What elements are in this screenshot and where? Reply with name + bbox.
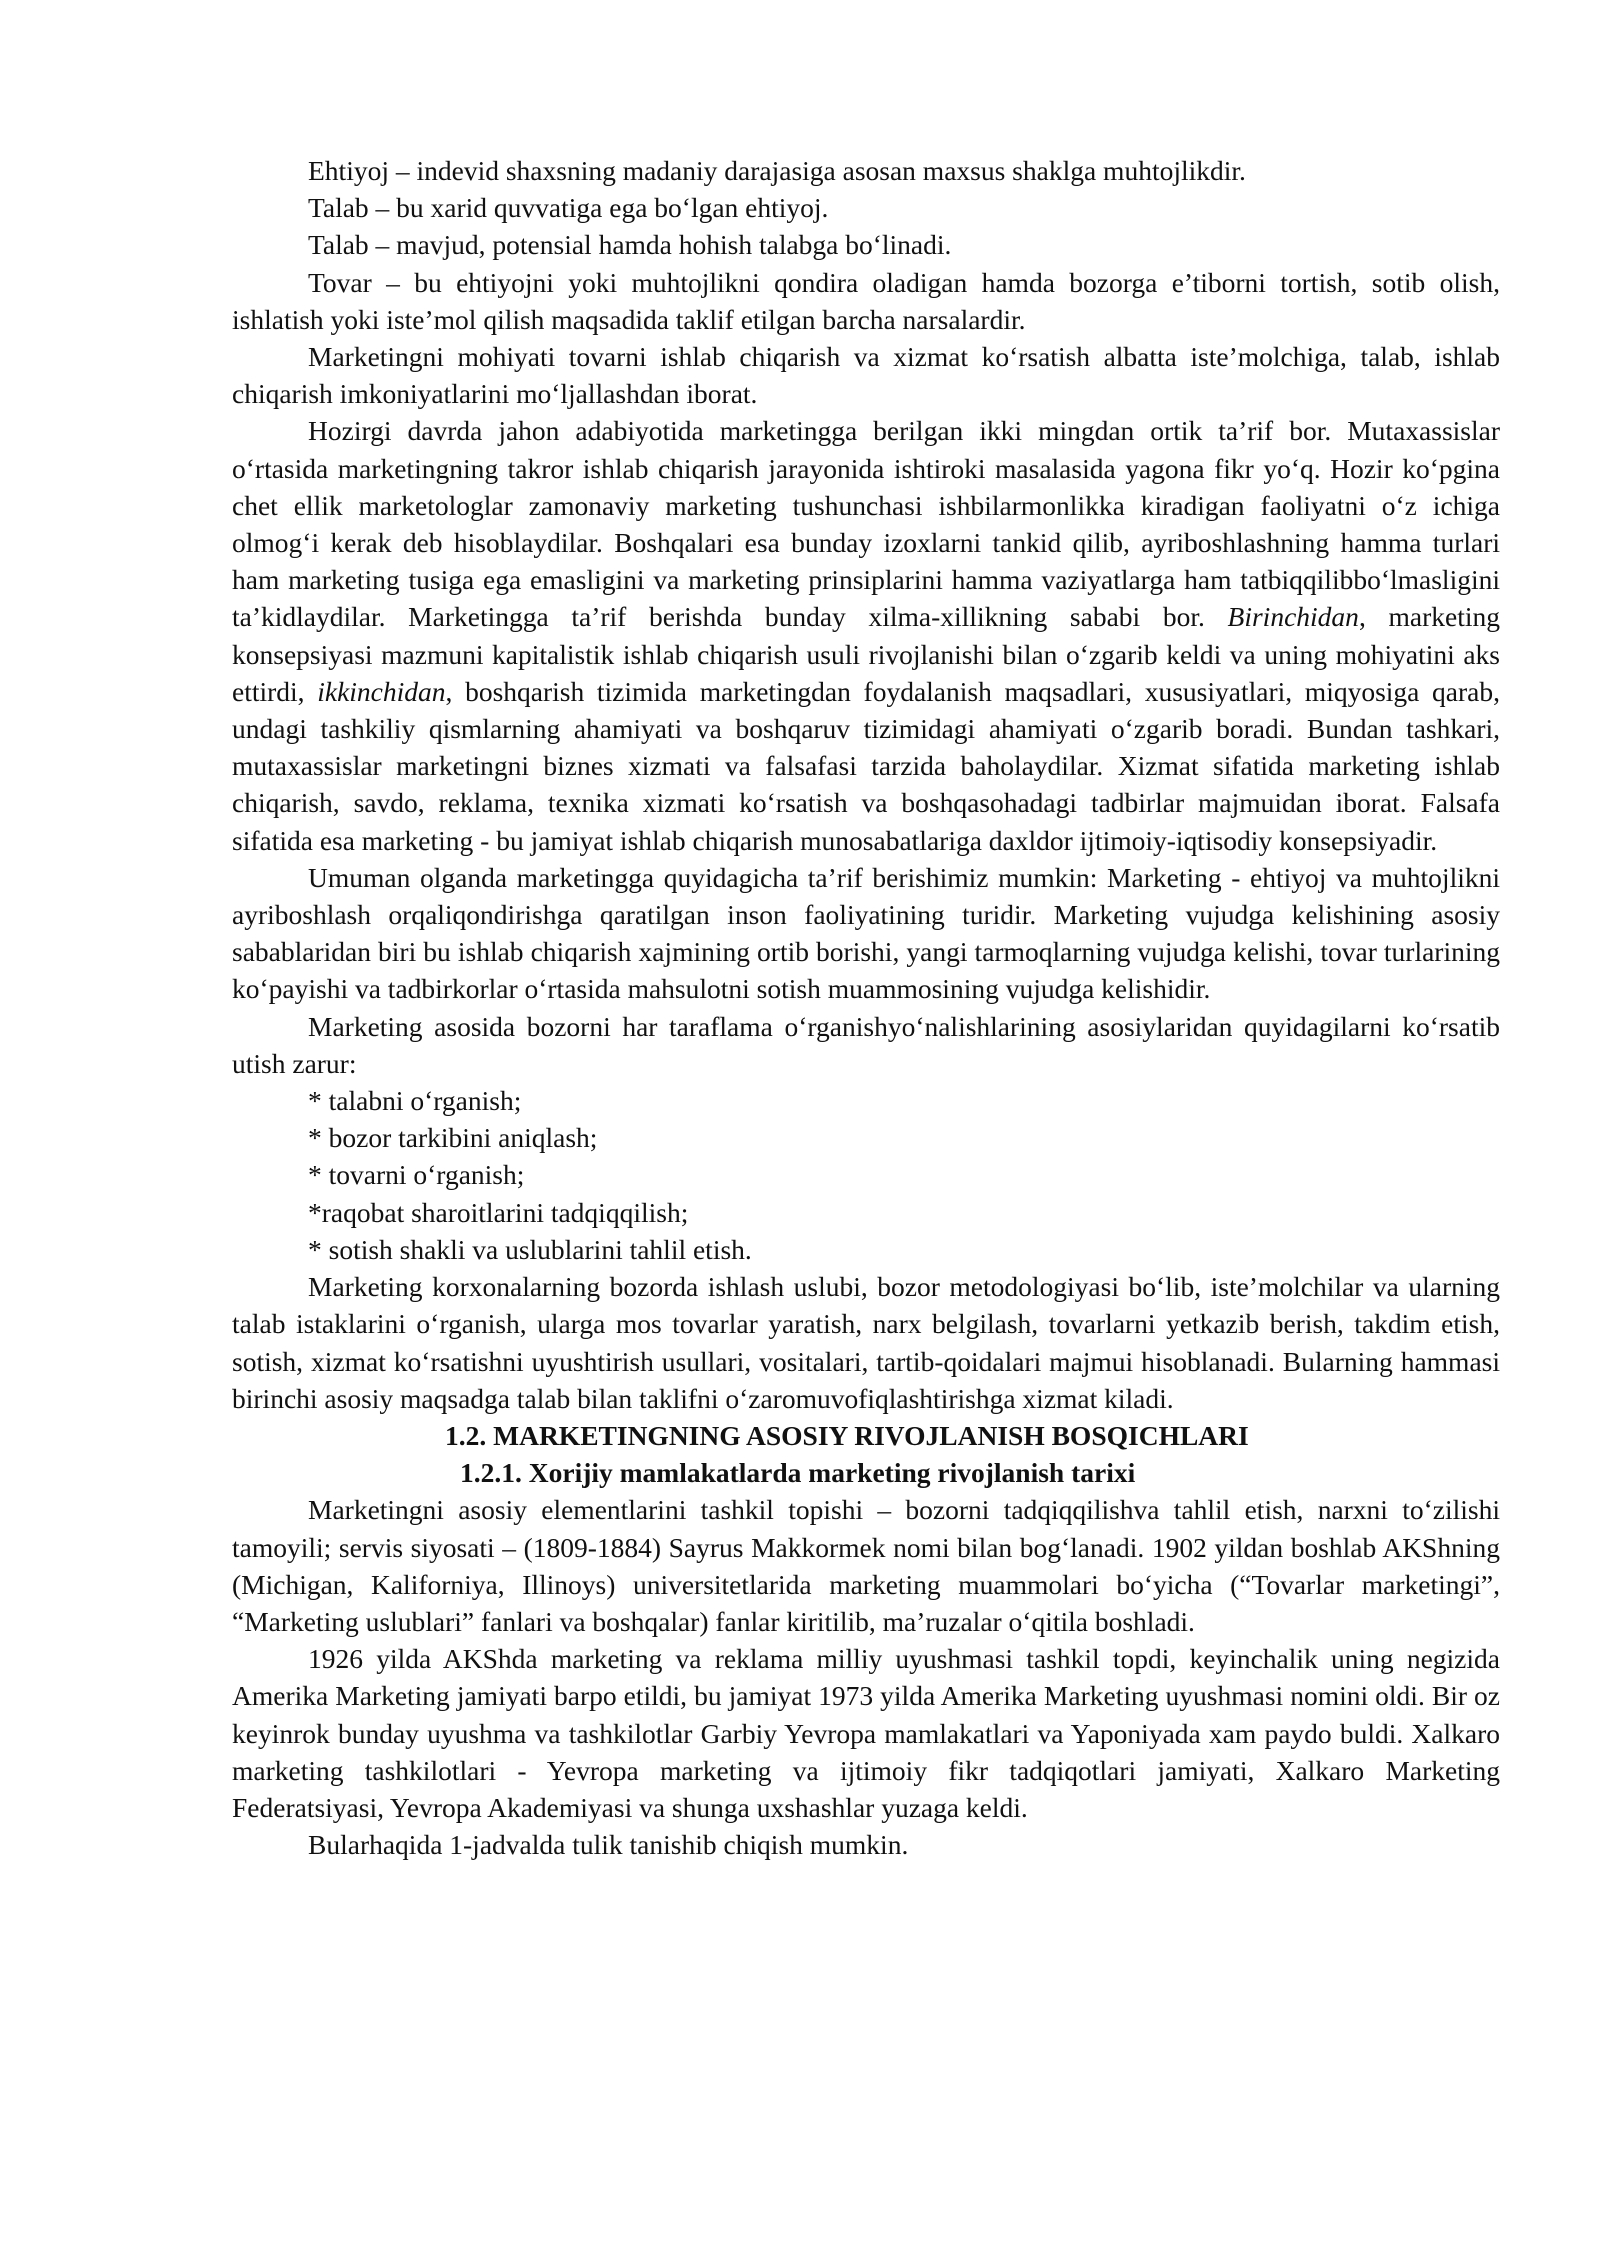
bullet-list — [232, 1082, 1500, 1268]
list-item: * talabni o‘rganish; — [308, 1085, 522, 1117]
section-heading: 1.2. MARKETINGNING ASOSIY RIVOJLANISH BOSQICHLARI — [445, 1419, 1249, 1451]
paragraph-definitions-part-a: Hozirgi davrda jahon adabiyotida marketingga berilgan ikki mingdan ortik ta’rif bor. Mutaxassislar o‘rtasida marketingning takror ishlab chiqarish jarayonida ishtiroki masalasida yagona fikr yo‘q. Hozir ko‘pgina chet ellik marketologlar zamonaviy marketing tushunchasi ishbilarmonlikka kiradigan faoliyatni o‘z ichiga olmog‘i kerak deb hisoblaydilar. Boshqalari esa bunday izoxlarni tankid qilib, ayriboshlashning hamma turlari ham marketing tusiga ega emasligini va marketing prinsiplarini hamma vaziyatlarga ham tatbiqqilibbo‘lmasligini ta’kidlaydilar. Marketingga ta’rif berishda bunday xilma-xillikning sababi bor. — [232, 415, 1500, 633]
emphasis-birinchidan: Birinchidan — [1227, 601, 1359, 633]
paragraph-research-directions: Marketing asosida bozorni har taraflama o‘rganishyo‘nalishlarining asosiylaridan quyidagilarni ko‘rsatib utish zarur: — [232, 1010, 1500, 1079]
list-item: * bozor tarkibini aniqlash; — [308, 1122, 598, 1154]
paragraph-marketing-method: Marketing korxonalarning bozorda ishlash uslubi, bozor metodologiyasi bo‘lib, iste’molchilar va ularning talab istaklarini o‘rganish, ularga mos tovarlar yaratish, narx belgilash, tovarlarni yetkazib berish, takdim etish, sotish, xizmat ko‘rsatishni uyushtirish usullari, vositalari, tartib-qoidalari majmui hisoblanadi. Bularning hammasi birinchi asosiy maqsadga talab bilan taklifni o‘zaromuvofiqlashtirishga xizmat kiladi. — [232, 1271, 1500, 1414]
paragraph-definitions-part-b: , marketing konsepsiyasi mazmuni kapitalistik ishlab chiqarish usuli rivojlanishi bilan o‘zgarib keldi va uning mohiyatini aks ettirdi, — [232, 601, 1500, 707]
paragraph-history-elements: Marketingni asosiy elementlarini tashkil topishi – bozorni tadqiqqilishva tahlil etish, narxni to‘zilishi tamoyili; servis siyosati – (1809-1884) Sayrus Makkormek nomi bilan bog‘lanadi. 1902 yildan boshlab AKShning (Michigan, Kaliforniya, Illinoys) universitetlarida marketing muammolari bo‘yicha (“Tovarlar marketingi”, “Marketing uslublari” fanlari va boshqalar) fanlar kiritilib, ma’ruzalar o‘qitila boshladi. — [232, 1494, 1500, 1637]
paragraph-table-reference: Bularhaqida 1-jadvalda tulik tanishib chiqish mumkin. — [308, 1829, 909, 1861]
paragraph-marketing-essence: Marketingni mohiyati tovarni ishlab chiqarish va xizmat ko‘rsatish albatta iste’molchiga, talab, ishlab chiqarish imkoniyatlarini mo‘ljallashdan iborat. — [232, 341, 1500, 410]
list-item: * sotish shakli va uslublarini tahlil etish. — [308, 1233, 752, 1265]
document-page — [232, 152, 1500, 1863]
paragraph-definitions — [232, 412, 1500, 858]
paragraph-ehtiyoj: Ehtiyoj – indevid shaxsning madaniy darajasiga asosan maxsus shaklga muhtojlikdir. — [308, 155, 1246, 186]
paragraph-general-definition: Umuman olganda marketingga quyidagicha ta’rif berishimiz mumkin: Marketing - ehtiyoj va muhtojlikni ayriboshlash orqaliqondirishga qaratilgan inson faoliyatining turidir. Marketing vujudga kelishining asosiy sabablaridan biri bu ishlab chiqarish xajmining ortib borishi, yangi tarmoqlarning vujudga kelishi, tovar turlarining ko‘payishi va tadbirkorlar o‘rtasida mahsulotni sotish muammosining vujudga kelishidir. — [232, 861, 1500, 1005]
list-item: *raqobat sharoitlarini tadqiqqilish; — [308, 1196, 689, 1228]
paragraph-talab-definition: Talab – bu xarid quvvatiga ega bo‘lgan ehtiyoj. — [308, 192, 829, 224]
subsection-heading: 1.2.1. Xorijiy mamlakatlarda marketing rivojlanish tarixi — [460, 1457, 1136, 1489]
list-item: * tovarni o‘rganish; — [308, 1159, 525, 1191]
paragraph-definitions-part-c: , boshqarish tizimida marketingdan foydalanish maqsadlari, xususiyatlari, miqyosiga qarab, undagi tashkiliy qismlarning ahamiyati va boshqaruv tizimidagi ahamiyati o‘zgarib boradi. Bundan tashkari, mutaxassislar marketingni biznes xizmati va falsafasi tarzida baholaydilar. Xizmat sifatida marketing ishlab chiqarish, savdo, reklama, texnika xizmati ko‘rsatish va boshqasohadagi tadbirlar majmuidan iborat. Falsafa sifatida esa marketing - bu jamiyat ishlab chiqarish munosabatlariga daxldor ijtimoiy-iqtisodiy konsepsiyadir. — [232, 675, 1500, 856]
paragraph-history-associations: 1926 yilda AKShda marketing va reklama milliy uyushmasi tashkil topdi, keyinchalik uning negizida Amerika Marketing jamiyati barpo etildi, bu jamiyat 1973 yilda Amerika Marketing uyushmasi nomini oldi. Bir oz keyinrok bunday uyushma va tashkilotlar Garbiy Yevropa mamlakatlari va Yaponiyada xam paydo buldi. Xalkaro marketing tashkilotlari - Yevropa marketing va ijtimoiy fikr tadqiqotlari jamiyati, Xalkaro Marketing Federatsiyasi, Yevropa Akademiyasi va shunga uxshashlar yuzaga keldi. — [232, 1643, 1500, 1823]
emphasis-ikkinchidan: ikkinchidan — [317, 675, 446, 707]
paragraph-tovar: Tovar – bu ehtiyojni yoki muhtojlikni qondira oladigan hamda bozorga e’tiborni tortish, sotib olish, ishlatish yoki iste’mol qilish maqsadida taklif etilgan barcha narsalardir. — [232, 266, 1500, 335]
paragraph-talab-types: Talab – mavjud, potensial hamda hohish talabga bo‘linadi. — [308, 229, 952, 261]
